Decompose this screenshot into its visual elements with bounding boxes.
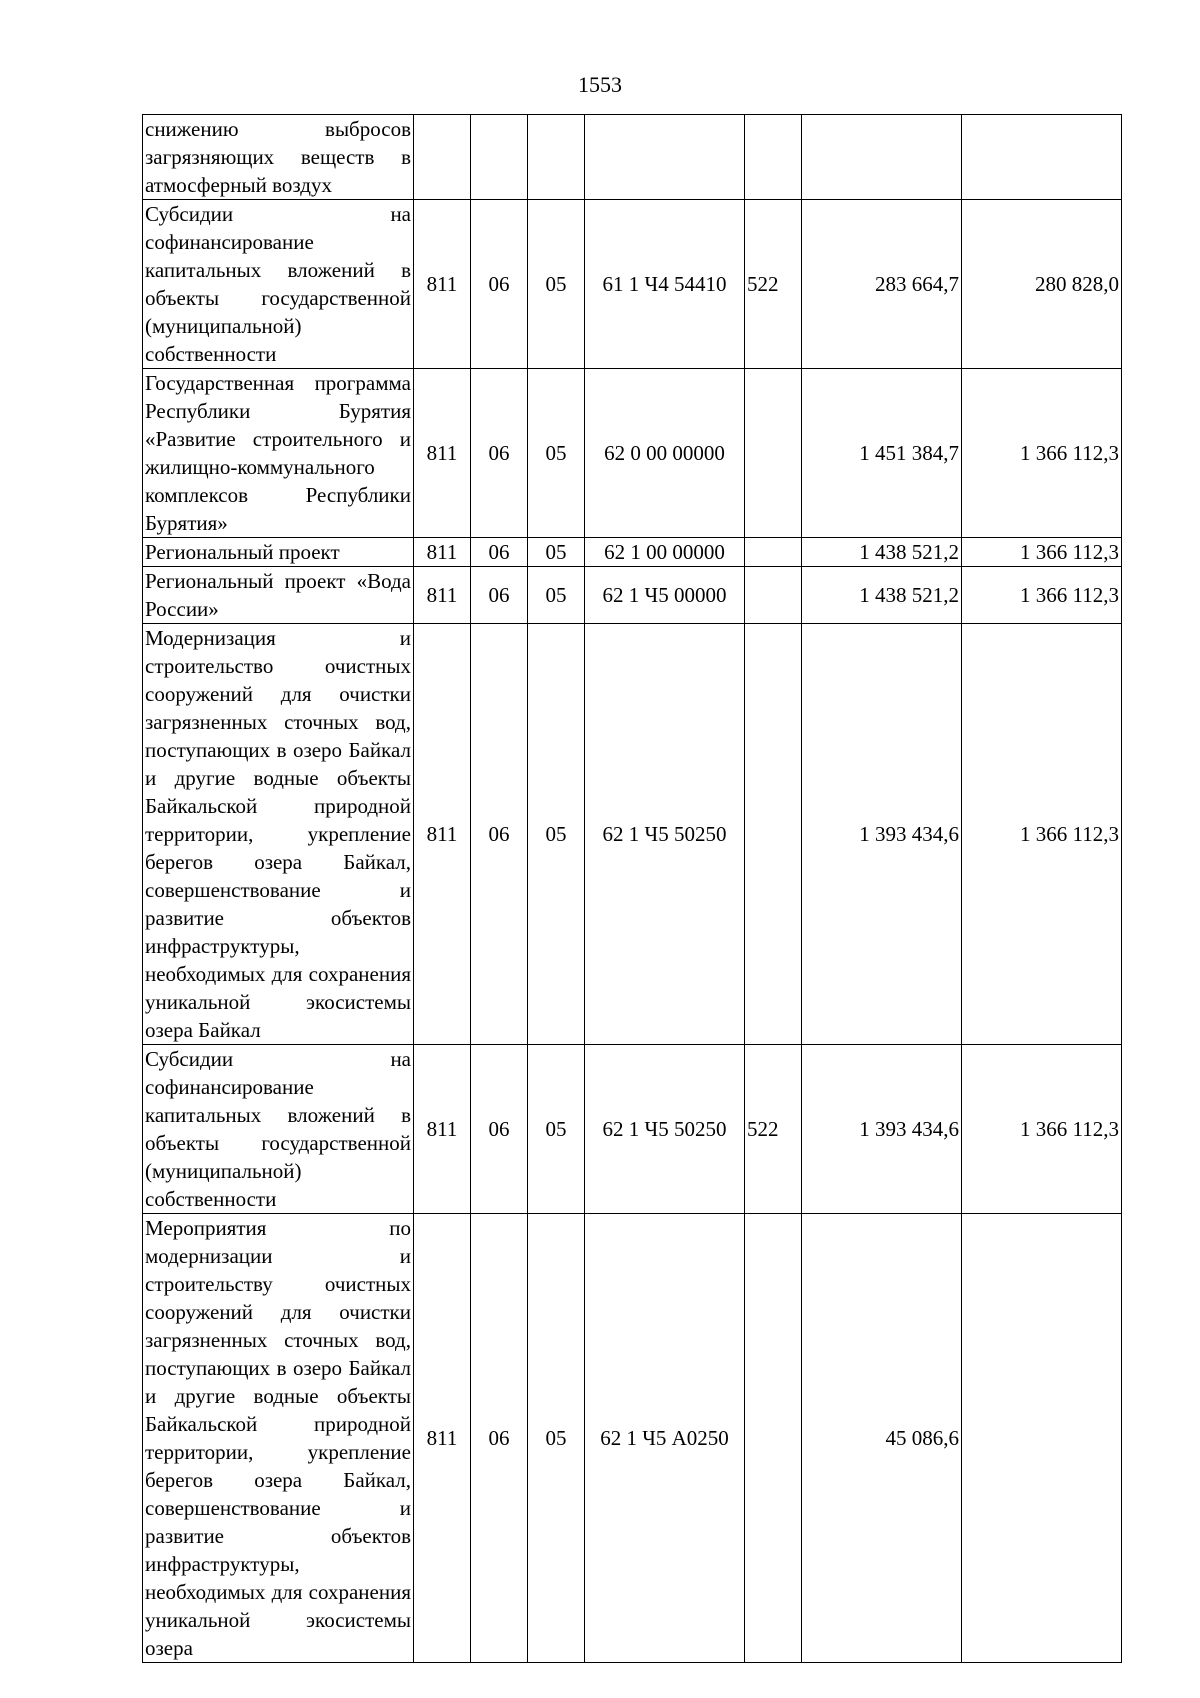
subsection-code: 05 — [528, 624, 585, 1045]
expense-type-code — [745, 567, 802, 624]
target-item-code: 61 1 Ч4 54410 — [585, 200, 745, 369]
amount-year-1 — [802, 115, 962, 200]
amount-year-1: 1 438 521,2 — [802, 567, 962, 624]
expense-type-code — [745, 369, 802, 538]
subsection-code: 05 — [528, 567, 585, 624]
grbs-code: 811 — [414, 624, 471, 1045]
section-code: 06 — [471, 200, 528, 369]
subsection-code: 05 — [528, 1045, 585, 1214]
section-code: 06 — [471, 624, 528, 1045]
row-name: Мероприятия по модернизации и строительству очистных сооружений для очистки загрязненных сточных вод, поступающих в озеро Байкал и другие водные объекты Байкальской природной территории, укрепление берегов озера Байкал, совершенствование и развитие объектов инфраструктуры, необходимых для сохранения уникальной экосистемы озера — [143, 1214, 414, 1663]
subsection-code: 05 — [528, 538, 585, 567]
page-number: 1553 — [578, 72, 622, 97]
expense-type-code — [745, 538, 802, 567]
section-code — [471, 115, 528, 200]
table-row — [143, 1045, 1122, 1214]
subsection-code: 05 — [528, 1214, 585, 1663]
grbs-code: 811 — [414, 1045, 471, 1214]
table-row — [143, 200, 1122, 369]
target-item-code: 62 1 Ч5 50250 — [585, 1045, 745, 1214]
expense-type-code — [745, 624, 802, 1045]
amount-year-2: 1 366 112,3 — [962, 1045, 1122, 1214]
amount-year-2: 1 366 112,3 — [962, 567, 1122, 624]
grbs-code: 811 — [414, 538, 471, 567]
grbs-code: 811 — [414, 1214, 471, 1663]
row-name: Субсидии на софинансирование капитальных вложений в объекты государственной (муниципальной) собственности — [143, 200, 414, 369]
section-code: 06 — [471, 1214, 528, 1663]
row-name: Государственная программа Республики Бурятия «Развитие строительного и жилищно-коммунального комплексов Республики Бурятия» — [143, 369, 414, 538]
amount-year-2: 1 366 112,3 — [962, 369, 1122, 538]
table-row — [143, 538, 1122, 567]
amount-year-2 — [962, 115, 1122, 200]
subsection-code: 05 — [528, 200, 585, 369]
grbs-code — [414, 115, 471, 200]
amount-year-2: 1 366 112,3 — [962, 538, 1122, 567]
row-name: Субсидии на софинансирование капитальных вложений в объекты государственной (муниципальной) собственности — [143, 1045, 414, 1214]
target-item-code: 62 1 Ч5 50250 — [585, 624, 745, 1045]
amount-year-1: 1 393 434,6 — [802, 624, 962, 1045]
subsection-code: 05 — [528, 369, 585, 538]
expense-type-code — [745, 1214, 802, 1663]
target-item-code: 62 0 00 00000 — [585, 369, 745, 538]
grbs-code: 811 — [414, 369, 471, 538]
subsection-code — [528, 115, 585, 200]
grbs-code: 811 — [414, 200, 471, 369]
table-row — [143, 369, 1122, 538]
row-name: Модернизация и строительство очистных сооружений для очистки загрязненных сточных вод, поступающих в озеро Байкал и другие водные объекты Байкальской природной территории, укрепление берегов озера Байкал, совершенствование и развитие объектов инфраструктуры, необходимых для сохранения уникальной экосистемы озера Байкал — [143, 624, 414, 1045]
expense-type-code: 522 — [745, 1045, 802, 1214]
amount-year-1: 45 086,6 — [802, 1214, 962, 1663]
table-row — [143, 567, 1122, 624]
amount-year-1: 1 393 434,6 — [802, 1045, 962, 1214]
amount-year-2: 1 366 112,3 — [962, 624, 1122, 1045]
amount-year-2: 280 828,0 — [962, 200, 1122, 369]
section-code: 06 — [471, 369, 528, 538]
row-name: снижению выбросов загрязняющих веществ в атмосферный воздух — [143, 115, 414, 200]
expense-type-code — [745, 115, 802, 200]
section-code: 06 — [471, 1045, 528, 1214]
grbs-code: 811 — [414, 567, 471, 624]
section-code: 06 — [471, 538, 528, 567]
amount-year-1: 1 451 384,7 — [802, 369, 962, 538]
amount-year-1: 1 438 521,2 — [802, 538, 962, 567]
section-code: 06 — [471, 567, 528, 624]
row-name: Региональный проект — [143, 538, 414, 567]
target-item-code: 62 1 Ч5 00000 — [585, 567, 745, 624]
table-row — [143, 1214, 1122, 1663]
table-row — [143, 115, 1122, 200]
row-name: Региональный проект «Вода России» — [143, 567, 414, 624]
amount-year-2 — [962, 1214, 1122, 1663]
table-row — [143, 624, 1122, 1045]
target-item-code: 62 1 00 00000 — [585, 538, 745, 567]
budget-table — [142, 114, 1122, 1663]
amount-year-1: 283 664,7 — [802, 200, 962, 369]
target-item-code: 62 1 Ч5 А0250 — [585, 1214, 745, 1663]
target-item-code — [585, 115, 745, 200]
expense-type-code: 522 — [745, 200, 802, 369]
